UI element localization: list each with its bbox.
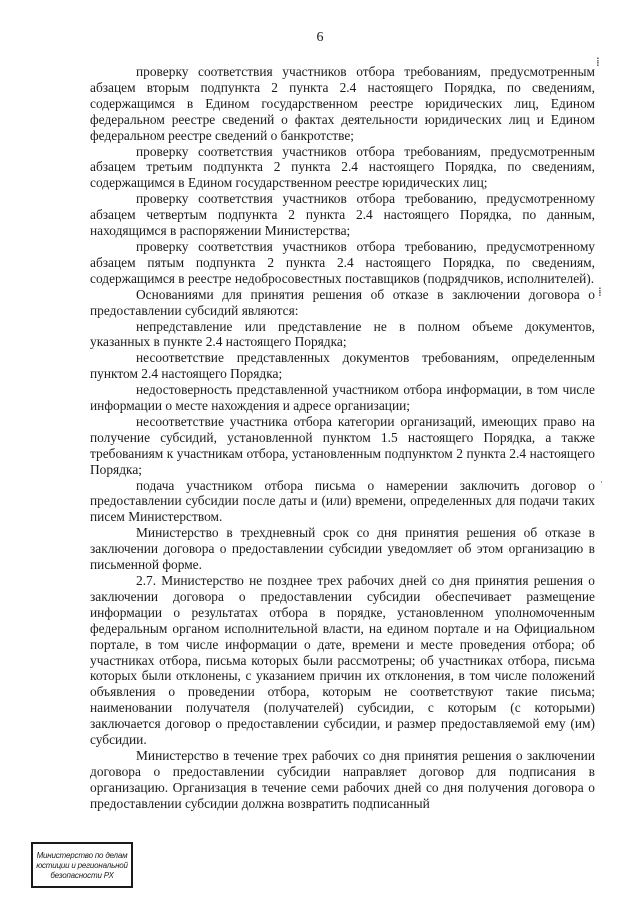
paragraph: подача участником отбора письма о намерении заключить договор о предоставлении субсидии после даты и (или) времени, определенных для подачи таких писем Министерством. — [90, 477, 595, 525]
paragraph: проверку соответствия участников отбора требованиям, предусмотренным абзацем вторым подпункта 2 пункта 2.4 настоящего Порядка, по сведениям, содержащимся в Едином государственном реестре юридических лиц, Едином федеральном реестре сведений о фактах деятельности юридических лиц и Едином федеральном реестре сведений о банкротстве; — [90, 64, 595, 143]
paragraph: Министерство в трехдневный срок со дня принятия решения об отказе в заключении договора о предоставлении субсидии уведомляет об этом организацию в письменной форме. — [90, 525, 595, 573]
scan-mark-icon: ⁞ — [596, 55, 600, 69]
paragraph: Основаниями для принятия решения об отказе в заключении договора о предоставлении субсидий являются: — [90, 286, 595, 318]
paragraph: несоответствие представленных документов требованиям, определенным пунктом 2.4 настоящего Порядка; — [90, 350, 595, 382]
paragraph: Министерство в течение трех рабочих со дня принятия решения о заключении договора о предоставлении субсидии направляет договор для подписания в организацию. Организация в течение семи рабочих дней со дня получения договора о предоставлении субсидии должна возвратить подписанный — [90, 747, 595, 811]
paragraph: недостоверность представленной участником отбора информации, в том числе информации о месте нахождения и адресе организации; — [90, 382, 595, 414]
paragraph-section-2-7: 2.7. Министерство не позднее трех рабочих дней со дня принятия решения о заключении договора о предоставлении субсидии обеспечивает размещение информации о результатах отбора в порядке, установленном уполномоченным федеральным органом исполнительной власти, на едином портале и на Официальном портале, в том числе информации о дате, времени и месте проведения отбора; об участниках отбора, письма которых были рассмотрены; об участниках отбора, письма которых были отклонены, с указанием причин их отклонения, в том числе положений объявления о проведении отбора, которым не соответствуют такие письма; наименовании получателя (получателей) субсидии, с которым (с которыми) заключается договор о предоставлении субсидии, и размер предоставляемой ему (им) субсидии. — [90, 573, 595, 748]
ministry-stamp — [31, 842, 133, 888]
stamp-line: безопасности РХ — [50, 871, 114, 880]
paragraph: непредставление или представление не в полном объеме документов, указанных в пункте 2.4 настоящего Порядка; — [90, 318, 595, 350]
page-number: 6 — [316, 30, 324, 45]
document-body — [90, 64, 595, 812]
scan-mark-icon: · — [600, 478, 603, 488]
stamp-line: Министерство по делам — [36, 851, 128, 860]
paragraph: несоответствие участника отбора категории организаций, имеющих право на получение субсидий, установленной пунктом 1.5 настоящего Порядка, а также требованиям к участникам отбора, установленным подпунктом 2 пункта 2.4 настоящего Порядка; — [90, 413, 595, 477]
paragraph: проверку соответствия участников отбора требованию, предусмотренному абзацем четвертым подпункта 2 пункта 2.4 настоящего Порядка, по данным, находящимся в распоряжении Министерства; — [90, 191, 595, 239]
scan-mark-icon: ⁞ — [598, 285, 602, 299]
paragraph: проверку соответствия участников отбора требованиям, предусмотренным абзацем третьим подпункта 2 пункта 2.4 настоящего Порядка, по сведениям, содержащимся в Едином государственном реестре юридических лиц; — [90, 143, 595, 191]
paragraph: проверку соответствия участников отбора требованию, предусмотренному абзацем пятым подпункта 2 пункта 2.4 настоящего Порядка, по сведениям, содержащимся в реестре недобросовестных поставщиков (подрядчиков, исполнителей). — [90, 238, 595, 286]
stamp-line: юстиции и региональной — [36, 861, 128, 870]
